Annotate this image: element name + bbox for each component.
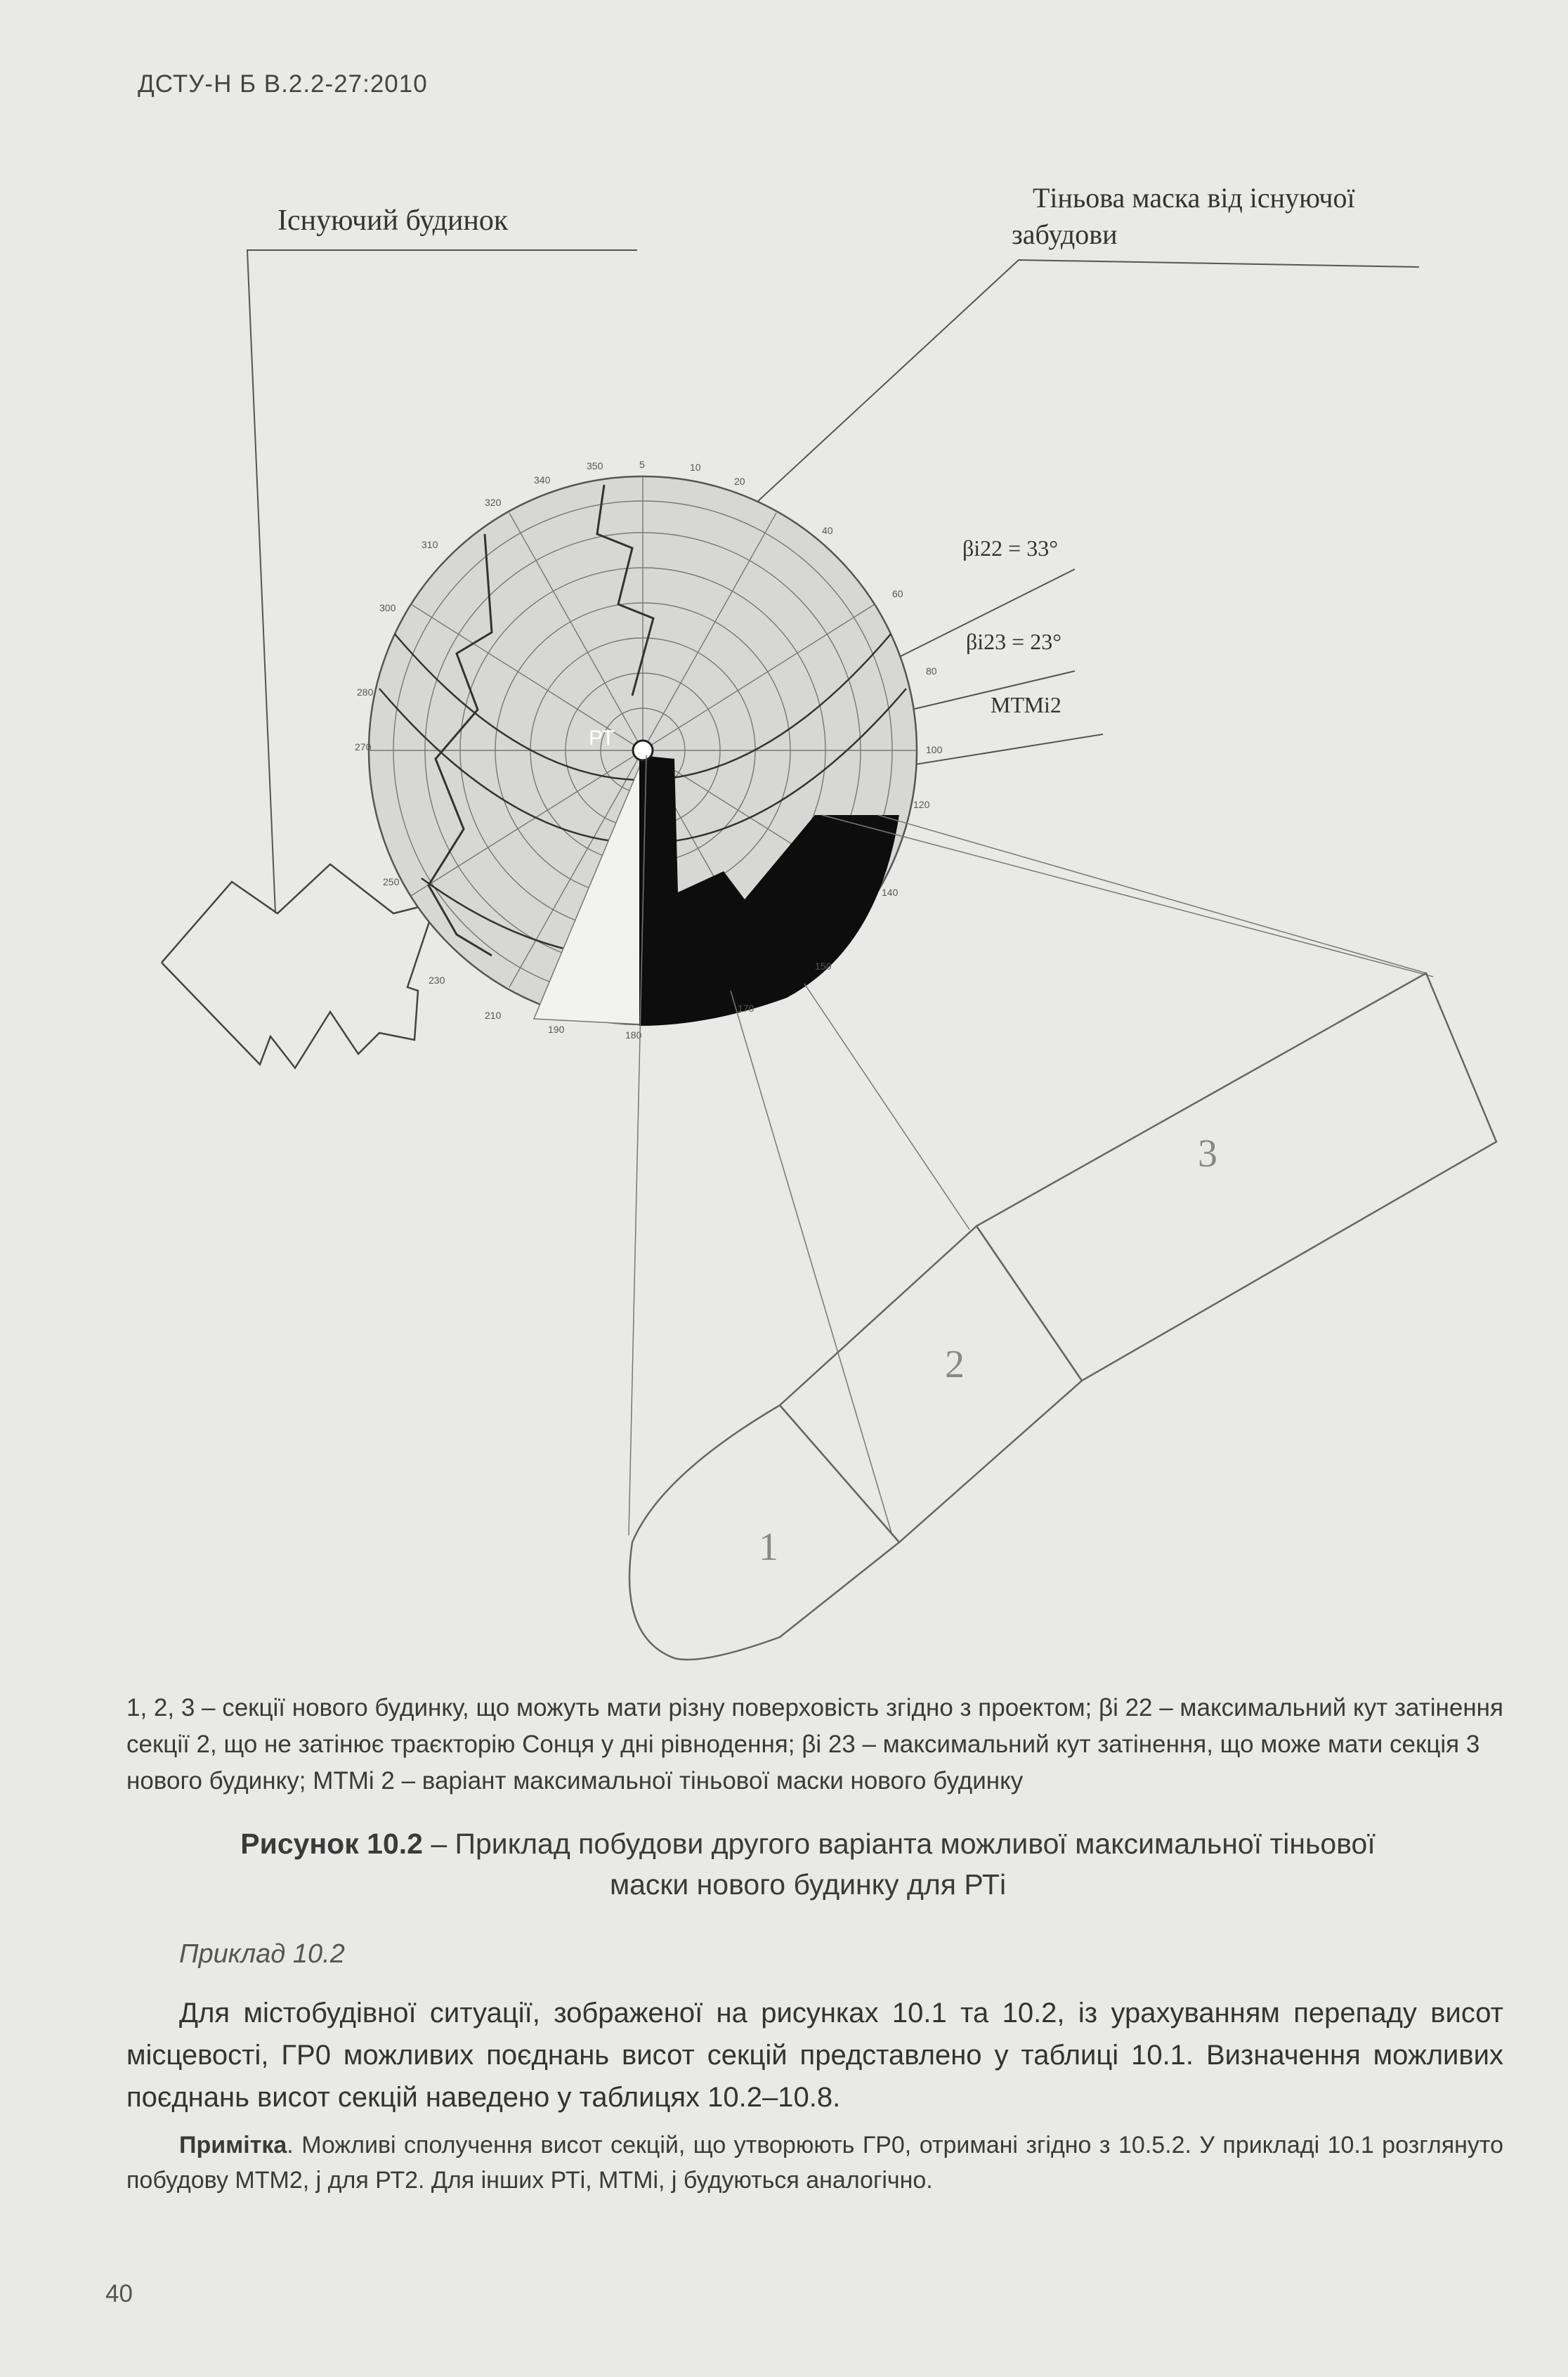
section-3-outline [976,973,1496,1381]
note-paragraph [126,2128,1503,2198]
dial-number: 120 [913,799,930,810]
note-label: Примітка [179,2132,287,2158]
dial-number: 40 [822,525,833,536]
dial-number: 280 [357,686,374,698]
section-2-number: 2 [945,1343,965,1386]
rt-point [633,741,653,760]
shadow-mask-leader [738,260,1419,520]
shadow-mask-label-line2: забудови [1012,219,1118,250]
dial-number: 190 [548,1024,565,1035]
sun-path-dial [369,476,917,1026]
dial-number: 340 [534,474,551,486]
section-3-number: 3 [1198,1132,1217,1176]
dial-number: 140 [882,887,899,898]
dial-number: 5 [639,459,645,470]
section-1-number: 1 [759,1525,778,1569]
dial-number: 210 [485,1010,502,1021]
dial-number: 350 [587,460,603,471]
dial-number: 150 [815,960,832,972]
dial-number: 270 [355,741,372,753]
note-text: . Можливі сполучення висот секцій, що утворюють ГР0, отримані згідно з 10.5.2. У прикладі 10.1 розглянуто побудову МТМ2, j для РТ2. Для інших РТі, МТМі, j будуються аналогічно. [126,2132,1503,2194]
dial-number: 300 [379,602,396,613]
example-heading: Приклад 10.2 [179,1939,345,1969]
rt-label: РТ [589,727,615,750]
shadow-mask-label-line1: Тіньова маска від існуючої [1033,182,1355,214]
document-code-header: ДСТУ-Н Б В.2.2-27:2010 [138,70,428,98]
figure-title [190,1823,1426,1905]
dial-number: 60 [892,588,903,599]
body-paragraph: Для містобудівної ситуації, зображеної на рисунках 10.1 та 10.2, із урахуванням перепаду висот місцевості, ГР0 можливих поєднань висот секцій представлено у таблиці 10.1. Визначення можливих поєднань висот секцій наведено у таблицях 10.2–10.8. [126,1998,1503,2113]
dial-number: 170 [738,1003,754,1014]
dial-number: 310 [422,539,438,550]
existing-building-outline [162,864,436,1068]
dial-number: 250 [383,876,400,887]
beta22-label: βі22 = 33° [962,535,1059,561]
dial-number: 20 [734,476,745,487]
page-number: 40 [105,2280,133,2307]
figure-title-line1: – Приклад побудови другого варіанта можливої максимальної тіньової [422,1828,1376,1860]
section-2-outline [780,1226,1082,1542]
dial-number: 80 [926,665,937,677]
figure-caption: 1, 2, 3 – секції нового будинку, що можуть мати різну поверховість згідно з проектом; βі 22 – максимальний кут затінення секції 2, що не затінює траєкторію Сонця у дні рівнодення; βі 23 – максимальний кут затінення, що може мати секція 3 нового будинку; МТМі 2 – варіант максимальної тіньової маски нового будинку [126,1694,1503,1795]
beta23-label: βі23 = 23° [966,629,1062,654]
dial-number: 10 [690,462,701,473]
dial-number: 100 [926,744,943,755]
dial-number: 180 [625,1029,642,1041]
dial-number: 230 [429,975,445,986]
figure-title-line2: маски нового будинку для РТі [609,1868,1007,1901]
mtm-label: МТМі2 [991,692,1061,717]
existing-building-label: Існуючий будинок [277,204,509,237]
figure-number: Рисунок 10.2 [240,1828,423,1860]
dial-number: 320 [485,497,502,508]
